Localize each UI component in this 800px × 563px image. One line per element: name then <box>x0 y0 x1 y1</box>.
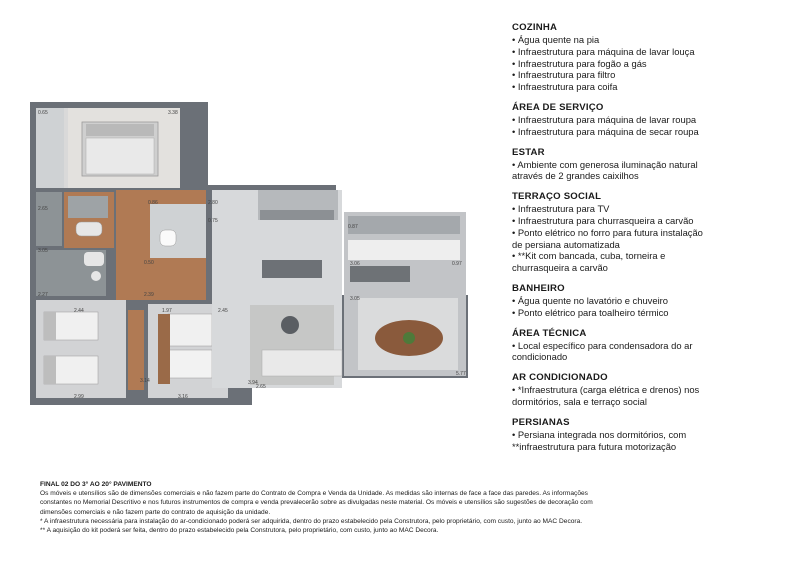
feature-section-title: COZINHA <box>512 22 558 33</box>
feature-item: • Infraestrutura para máquina de lavar louça <box>512 45 695 57</box>
footnote-line: * A infraestrutura necessária para instalação do ar-condicionado poderá ser adquirida, dentro do prazo estabelecido pela Construtora, pelo proprietário, com custo, junto ao MAC Decora. <box>40 517 583 525</box>
features-list <box>512 22 794 461</box>
feature-item: • Infraestrutura para máquina de lavar roupa <box>512 113 697 125</box>
feature-section <box>512 328 794 364</box>
floor-plan <box>28 100 476 405</box>
feature-item: • Local específico para condensadora do ar <box>512 339 693 351</box>
feature-section-title: AR CONDICIONADO <box>512 372 608 384</box>
feature-item: através de 2 grandes caixilhos <box>512 170 639 182</box>
footnote-line: dimensões comerciais e não fazem parte do contrato de aquisição da unidade. <box>40 508 271 516</box>
sofa <box>262 350 342 376</box>
feature-item: • Água quente no lavatório e chuveiro <box>512 294 668 306</box>
feature-item: condicionado <box>512 351 568 363</box>
svg-text:0.87: 0.87 <box>348 224 358 230</box>
svg-text:2.39: 2.39 <box>144 292 154 298</box>
svg-text:2.80: 2.80 <box>208 200 218 206</box>
feature-section <box>512 147 794 183</box>
feature-item: **infraestrutura para futura motorização <box>512 440 677 452</box>
shower <box>36 192 62 246</box>
feature-item: • Infraestrutura para filtro <box>512 69 616 81</box>
feature-section-title: ÁREA TÉCNICA <box>512 327 587 339</box>
svg-text:3.94: 3.94 <box>248 380 258 386</box>
feature-item: de persiana automatizada <box>512 238 620 250</box>
closet <box>36 108 64 188</box>
master-bed-pillows <box>86 124 154 136</box>
feature-item: • Ponto elétrico no forro para futura instalação <box>512 226 703 238</box>
feature-section-title: PERSIANAS <box>512 416 570 428</box>
feature-item: • Água quente na pia <box>512 34 600 45</box>
feature-item: • Infraestrutura para churrasqueira a carvão <box>512 214 694 226</box>
feature-item: churrasqueira a carvão <box>512 262 608 274</box>
feature-section <box>512 283 794 319</box>
feature-item: • Infraestrutura para máquina de secar roupa <box>512 125 699 137</box>
kitchen-island <box>262 260 322 278</box>
coffee-table <box>281 316 299 334</box>
feature-item: • Ambiente com generosa iluminação natural <box>512 158 698 170</box>
feature-item: • Ponto elétrico para toalheiro térmico <box>512 306 669 318</box>
feature-section <box>512 417 794 453</box>
footnote-title: FINAL 02 DO 3° AO 20° PAVIMENTO <box>40 481 152 488</box>
svg-text:0.86: 0.86 <box>148 200 158 206</box>
feature-item: • Infraestrutura para TV <box>512 203 610 215</box>
feature-section-title: TERRAÇO SOCIAL <box>512 191 602 203</box>
svg-text:2.45: 2.45 <box>218 308 228 314</box>
svg-text:2.65: 2.65 <box>38 206 48 212</box>
svg-text:1.97: 1.97 <box>162 308 172 314</box>
feature-section-title: ESTAR <box>512 146 545 158</box>
feature-item: dormitórios, sala e terraço social <box>512 395 647 407</box>
svg-text:2.44: 2.44 <box>74 308 84 314</box>
svg-text:3.05: 3.05 <box>350 296 360 302</box>
feature-section <box>512 22 794 93</box>
footnote-line: constantes no Memorial Descritivo e nos futuros instrumentos de compra e venda prevalecerão sobre as divulgadas neste material. Os móveis e utensílios são sugestões de decoração com <box>40 499 593 507</box>
svg-text:3.06: 3.06 <box>350 261 360 267</box>
feature-section <box>512 191 794 274</box>
svg-text:3.38: 3.38 <box>168 110 178 116</box>
svg-text:0.65: 0.65 <box>38 110 48 116</box>
footnote <box>40 480 770 535</box>
svg-text:3.14: 3.14 <box>140 378 150 384</box>
feature-item: • **Kit com bancada, cuba, torneira e <box>512 250 666 262</box>
svg-text:3.05: 3.05 <box>38 248 48 254</box>
svg-text:3.16: 3.16 <box>178 394 188 400</box>
feature-section-title: ÁREA DE SERVIÇO <box>512 101 604 113</box>
svg-text:5.77: 5.77 <box>456 371 466 377</box>
feature-section <box>512 102 794 138</box>
svg-text:0.97: 0.97 <box>452 261 462 267</box>
feature-item: • Infraestrutura para fogão a gás <box>512 57 647 69</box>
powder-room <box>150 204 206 258</box>
feature-item: • Persiana integrada nos dormitórios, com <box>512 428 687 440</box>
feature-item: • *Infraestrutura (carga elétrica e drenos) nos <box>512 384 700 396</box>
svg-text:2.65: 2.65 <box>256 384 266 390</box>
svg-text:0.75: 0.75 <box>208 218 218 224</box>
feature-section <box>512 372 794 408</box>
svg-text:2.27: 2.27 <box>38 292 48 298</box>
feature-item: • Infraestrutura para coifa <box>512 81 618 93</box>
svg-text:2.99: 2.99 <box>74 394 84 400</box>
svg-text:0.50: 0.50 <box>144 260 154 266</box>
footnote-line: Os móveis e utensílios são de dimensões comerciais e não fazem parte do Contrato de Compra e Venda da Unidade. As medidas são internas de face a face das paredes. As informações <box>40 490 588 498</box>
footnote-line: ** A aquisição do kit poderá ser feita, dentro do prazo estabelecido pela Construtora, pelo proprietário, com custo, junto ao MAC Decora. <box>40 527 439 535</box>
feature-section-title: BANHEIRO <box>512 282 565 294</box>
